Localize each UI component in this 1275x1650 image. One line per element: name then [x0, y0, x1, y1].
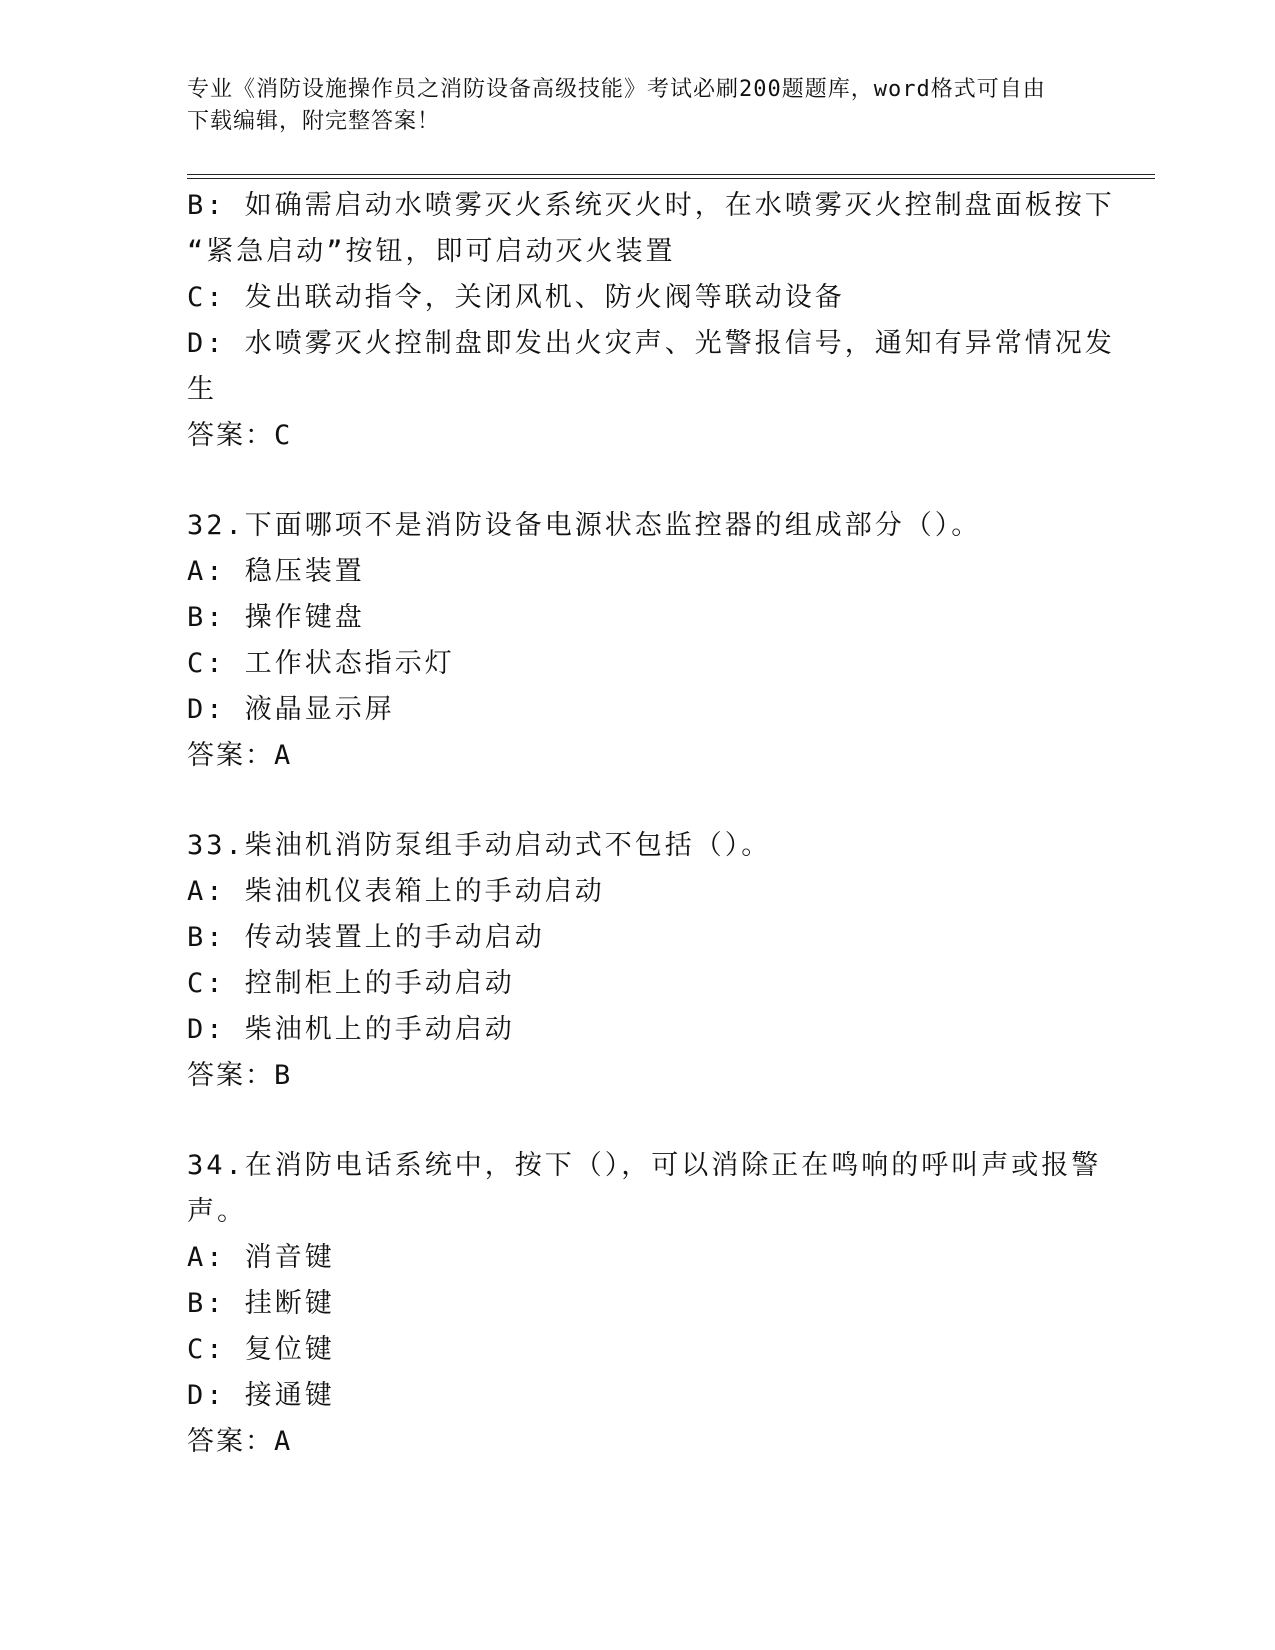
answer-label: 答案： [187, 1060, 274, 1091]
answer-label: 答案： [187, 1426, 274, 1457]
answer-value: B [274, 1060, 292, 1091]
option-b: B: 操作键盘 [187, 602, 365, 633]
answer-line [187, 733, 1107, 779]
question-number: 33. [187, 830, 245, 861]
question-stem: 32.下面哪项不是消防设备电源状态监控器的组成部分（）。 [187, 510, 982, 541]
option-d-line2: 生 [187, 374, 217, 405]
option-a: A: 柴油机仪表箱上的手动启动 [187, 876, 605, 907]
option-c: C: 复位键 [187, 1334, 335, 1365]
option-c: C: 工作状态指示灯 [187, 648, 455, 679]
answer-line [187, 1419, 1107, 1465]
question-32 [187, 503, 1107, 779]
answer-label: 答案： [187, 420, 274, 451]
option-b-line1: B: 如确需启动水喷雾灭火系统灭火时，在水喷雾灭火控制盘面板按下 [187, 190, 1115, 221]
document-header: 专业《消防设施操作员之消防设备高级技能》考试必刷200题题库，word格式可自由下载编辑，附完整答案！ [187, 77, 1046, 134]
option-d: D: 柴油机上的手动启动 [187, 1014, 515, 1045]
answer-value: C [274, 420, 292, 451]
question-34 [187, 1143, 1107, 1465]
answer-value: A [274, 1426, 292, 1457]
option-a: A: 稳压装置 [187, 556, 365, 587]
option-d: D: 液晶显示屏 [187, 694, 395, 725]
option-c: C: 发出联动指令，关闭风机、防火阀等联动设备 [187, 282, 845, 313]
answer-value: A [274, 740, 292, 771]
question-number: 34. [187, 1150, 245, 1181]
question-stem: 33.柴油机消防泵组手动启动式不包括（）。 [187, 830, 772, 861]
question-number: 32. [187, 510, 245, 541]
option-d: D: 接通键 [187, 1380, 335, 1411]
question-stem: 34.在消防电话系统中，按下（），可以消除正在鸣响的呼叫声或报警 [187, 1150, 1102, 1181]
option-a: A: 消音键 [187, 1242, 335, 1273]
answer-line [187, 1053, 1107, 1099]
answer-line [187, 413, 1107, 459]
option-c: C: 控制柜上的手动启动 [187, 968, 515, 999]
answer-label: 答案： [187, 740, 274, 771]
option-b-line2: “紧急启动”按钮，即可启动灭火装置 [187, 236, 676, 267]
option-b: B: 传动装置上的手动启动 [187, 922, 545, 953]
question-continuation [187, 183, 1115, 459]
option-d-line1: D: 水喷雾灭火控制盘即发出火灾声、光警报信号，通知有异常情况发 [187, 328, 1115, 359]
document-page [187, 74, 1115, 1465]
question-stem-continued: 声。 [187, 1196, 247, 1227]
option-b: B: 挂断键 [187, 1288, 335, 1319]
header-divider [187, 174, 1155, 179]
question-33 [187, 823, 1107, 1099]
